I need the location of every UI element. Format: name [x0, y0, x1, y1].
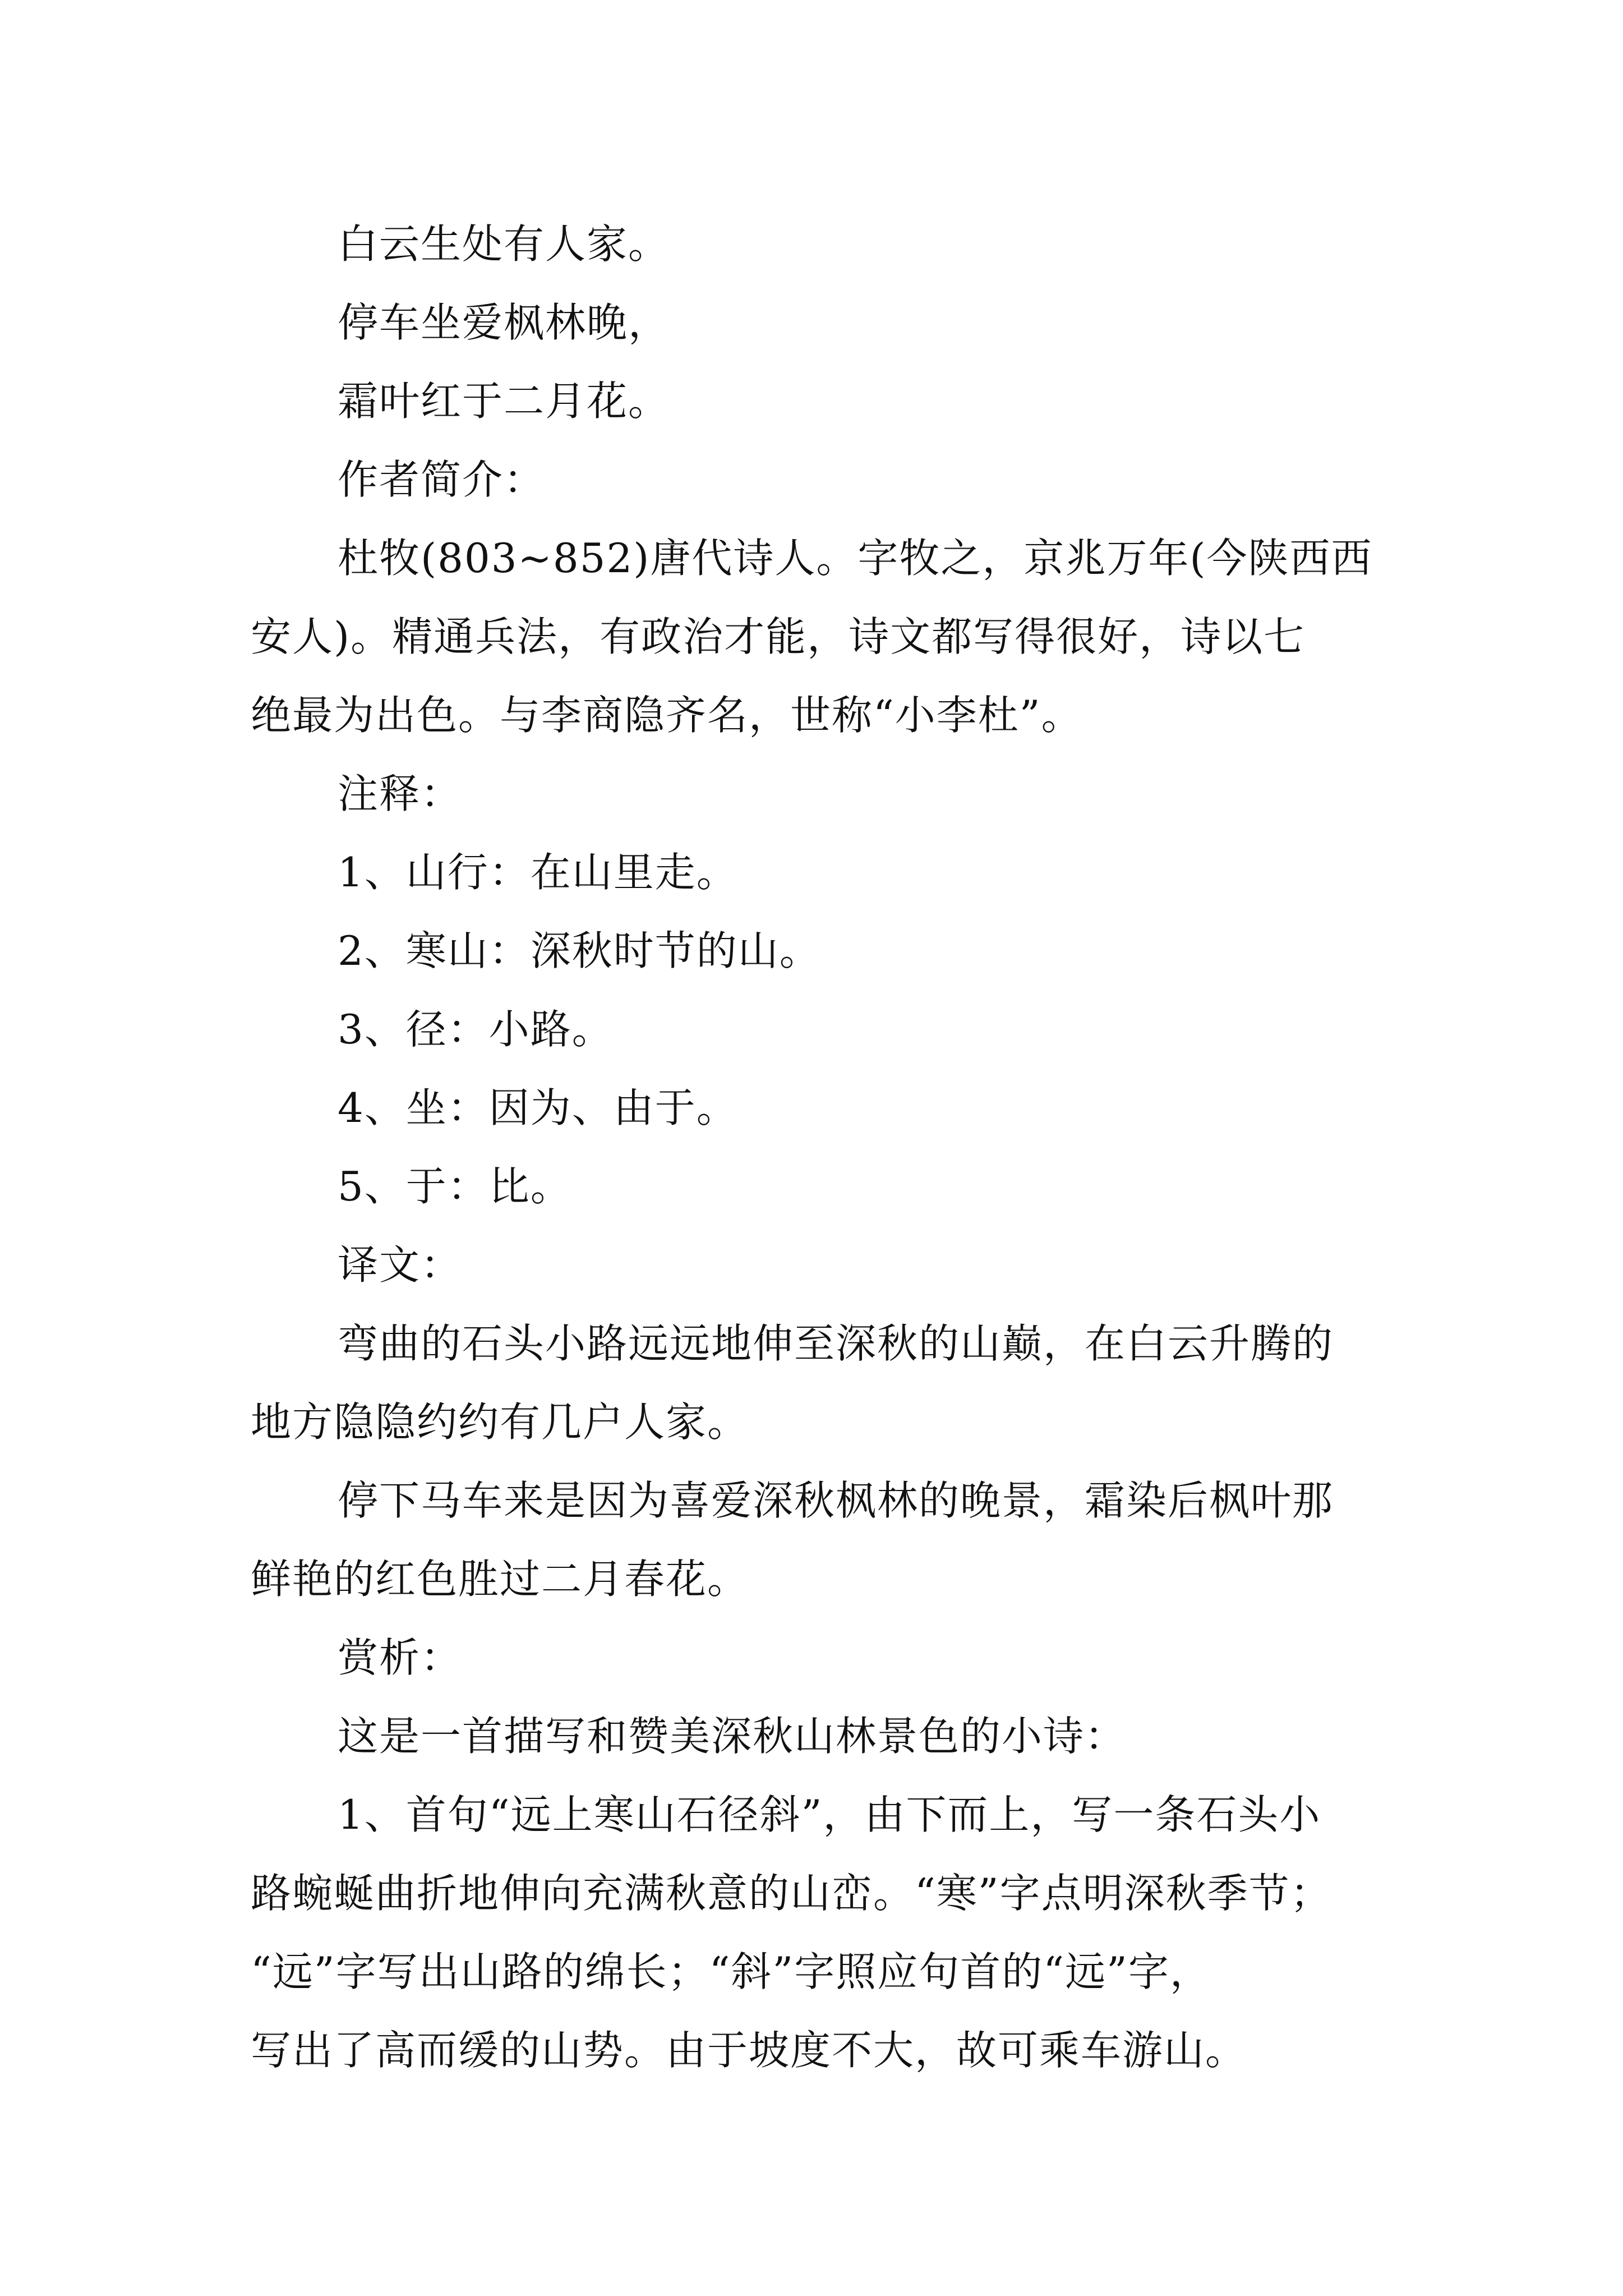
- note-item: 5、于：比。: [338, 1163, 572, 1210]
- author-line: 杜牧(803~852)唐代诗人。字牧之，京兆万年(今陕西西: [338, 535, 1373, 582]
- document-body: [251, 205, 1384, 2090]
- translation-line: 地方隐隐约约有几户人家。: [251, 1398, 749, 1446]
- author-paragraph: [251, 519, 1384, 754]
- appreciation-intro: 这是一首描写和赞美深秋山林景色的小诗：: [338, 1713, 1127, 1760]
- appreciation-line: “远”字写出山路的绵长；“斜”字照应句首的“远”字，: [251, 1948, 1211, 1995]
- note-item: 1、山行：在山里走。: [338, 849, 738, 896]
- translation-line: 弯曲的石头小路远远地伸至深秋的山巅，在白云升腾的: [338, 1320, 1334, 1367]
- translation-paragraph: [251, 1461, 1384, 1618]
- appreciation-line: 1、首句“远上寒山石径斜”，由下而上，写一条石头小: [338, 1791, 1321, 1838]
- poem-line: 停车坐爱枫林晚，: [338, 299, 670, 346]
- appreciation-paragraph: [251, 1775, 1384, 2090]
- author-heading: 作者简介：: [338, 456, 546, 503]
- poem-line: 白云生处有人家。: [338, 220, 670, 268]
- appreciation-line: 路蜿蜒曲折地伸向充满秋意的山峦。“寒”字点明深秋季节；: [251, 1870, 1332, 1917]
- note-item: 4、坐：因为、由于。: [338, 1084, 738, 1131]
- notes-heading: 注释：: [338, 770, 463, 817]
- author-line: 安人)。精通兵法，有政治才能，诗文都写得很好，诗以七: [251, 613, 1306, 660]
- note-item: 3、径：小路。: [338, 1006, 614, 1053]
- author-line: 绝最为出色。与李商隐齐名，世称“小李杜”。: [251, 692, 1083, 739]
- translation-paragraph: [251, 1304, 1384, 1461]
- translation-line: 鲜艳的红色胜过二月春花。: [251, 1556, 749, 1603]
- appreciation-line: 写出了高而缓的山势。由于坡度不大，故可乘车游山。: [251, 2027, 1247, 2074]
- poem-line: 霜叶红于二月花。: [338, 378, 670, 425]
- translation-line: 停下马车来是因为喜爱深秋枫林的晚景，霜染后枫叶那: [338, 1477, 1334, 1524]
- translation-heading: 译文：: [338, 1241, 463, 1289]
- note-item: 2、寒山：深秋时节的山。: [338, 927, 821, 974]
- appreciation-heading: 赏析：: [338, 1634, 463, 1681]
